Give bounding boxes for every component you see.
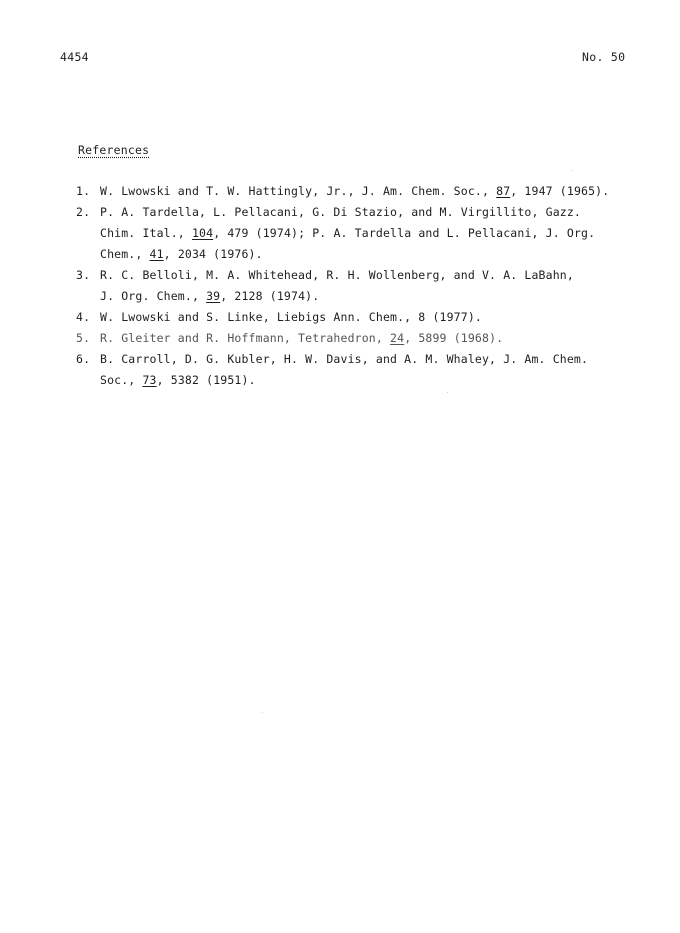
issue-number: No. 50	[582, 50, 626, 64]
reference-line	[100, 265, 636, 286]
reference-text: , 1947 (1965).	[510, 184, 610, 198]
reference-line	[100, 307, 636, 328]
reference-text: , 479 (1974); P. A. Tardella and L. Pellacani, J. Org.	[213, 226, 596, 240]
reference-list	[76, 181, 636, 391]
reference-item	[76, 265, 636, 307]
reference-text: Chem.,	[100, 247, 150, 261]
reference-item	[76, 307, 636, 328]
reference-text: W. Lwowski and T. W. Hattingly, Jr., J. Am. Chem. Soc.,	[100, 184, 497, 198]
reference-item	[76, 202, 636, 265]
reference-text: Soc.,	[100, 373, 143, 387]
reference-text: , 2034 (1976).	[163, 247, 263, 261]
volume-number: 104	[191, 226, 214, 240]
reference-number: 2.	[76, 205, 91, 219]
reference-text: B. Carroll, D. G. Kubler, H. W. Davis, and A. M. Whaley, J. Am. Chem.	[100, 352, 589, 366]
reference-text: R. Gleiter and R. Hoffmann, Tetrahedron,	[100, 331, 391, 345]
reference-line	[100, 286, 636, 307]
reference-number: 1.	[76, 184, 91, 198]
reference-item	[76, 328, 636, 349]
volume-number: 73	[142, 373, 157, 387]
reference-item	[76, 181, 636, 202]
volume-number: 41	[149, 247, 164, 261]
scan-speck	[447, 392, 448, 393]
reference-line	[100, 370, 636, 391]
reference-line	[100, 349, 636, 370]
reference-number: 4.	[76, 310, 91, 324]
reference-text: R. C. Belloli, M. A. Whitehead, R. H. Wollenberg, and V. A. LaBahn,	[100, 268, 574, 282]
scan-speck	[262, 712, 263, 713]
reference-item	[76, 349, 636, 391]
reference-text: Chim. Ital.,	[100, 226, 192, 240]
reference-number: 6.	[76, 352, 91, 366]
reference-line	[100, 223, 636, 244]
reference-text: J. Org. Chem.,	[100, 289, 207, 303]
volume-number: 24	[390, 331, 405, 345]
volume-number: 87	[496, 184, 511, 198]
scan-speck	[571, 170, 572, 171]
reference-line	[100, 244, 636, 265]
volume-number: 39	[206, 289, 221, 303]
reference-text: P. A. Tardella, L. Pellacani, G. Di Stazio, and M. Virgillito, Gazz.	[100, 205, 582, 219]
reference-text: , 5899 (1968).	[404, 331, 504, 345]
reference-text: W. Lwowski and S. Linke, Liebigs Ann. Chem., 8 (1977).	[100, 310, 482, 324]
reference-number: 3.	[76, 268, 91, 282]
references-heading: References	[78, 143, 150, 157]
page-number: 4454	[60, 50, 89, 64]
reference-text: , 2128 (1974).	[220, 289, 320, 303]
reference-line	[100, 181, 636, 202]
reference-text: , 5382 (1951).	[156, 373, 256, 387]
reference-line	[100, 202, 636, 223]
reference-line	[100, 328, 636, 349]
reference-number: 5.	[76, 331, 91, 345]
